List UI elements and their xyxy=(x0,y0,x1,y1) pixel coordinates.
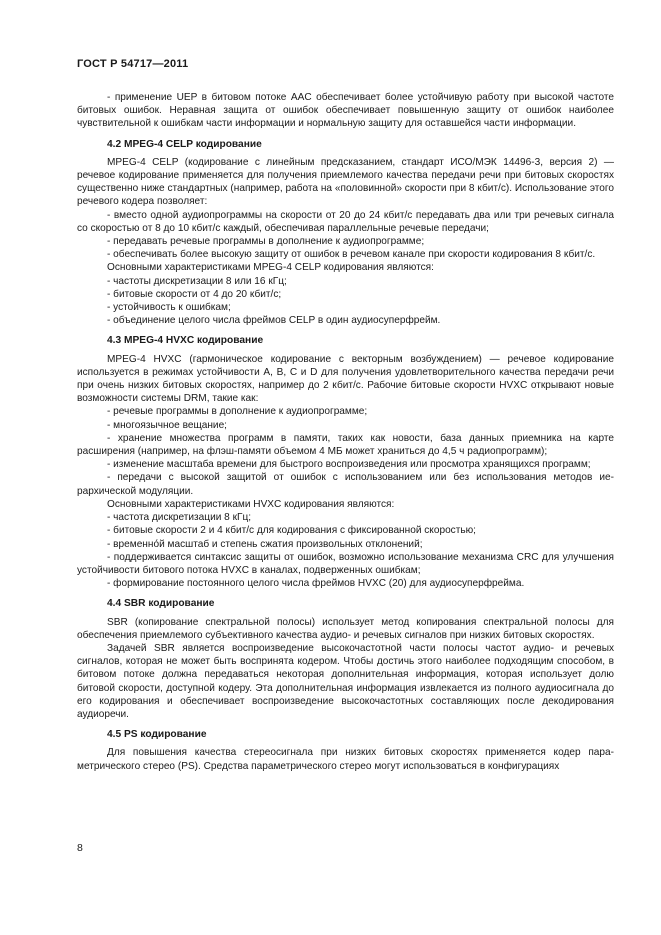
section-4-3-heading: 4.3 MPEG-4 HVXC кодирование xyxy=(107,335,264,347)
s43-characteristic: - поддерживается синтаксис защиты от ошибок, возможно использование механизма CRC для улучшения устойчивости битового потока HVXC в каналах, подверженных ошибкам; xyxy=(77,551,614,576)
s43-paragraph: Основными характеристиками HVXC кодирования являются: xyxy=(107,498,395,510)
s43-characteristic: - временно́й масштаб и степень сжатия произвольных отклонений; xyxy=(107,538,423,550)
s45-paragraph: Для повышения качества стереосигнала при низких битовых скоростях применяется кодер параметрического стерео (PS). Средства параметрического стерео могут использоваться в конфигурациях xyxy=(77,747,614,772)
page-number: 8 xyxy=(77,842,83,854)
s43-bullet: - хранение множества программ в памяти, таких как новости, база данных приемника на карте расширения (например, на флэш-памяти объемом 4 МБ может храниться до 4,5 ч радиопрограмм); xyxy=(77,432,614,458)
document-body xyxy=(77,91,614,773)
s42-paragraph: MPEG-4 CELP (кодирование с линейным предсказанием, стандарт ИСО/МЭК 14496-3, версия 2) — речевое кодирование применяется для получения приемлемого качества передачи речи при битовых скоростях существенно ниже стандартных (например, работа на «половинной» скорости при 8 кбит/с). Использование этого речевого кодера позволяет: xyxy=(77,156,614,208)
s43-paragraph: MPEG-4 HVXC (гармоническое кодирование с векторным возбуждением) — речевое кодирование используется в режимах устойчивости A, B, C и D для получения удовлетворительного качества передачи речи при очень низких битовых скоростях, например до 2 кбит/с. Рабочие битовые скорости HVXC открывают новые возможности системы DRM, такие как: xyxy=(77,353,614,405)
section-4-2-heading: 4.2 MPEG-4 CELP кодирование xyxy=(107,138,262,150)
s43-bullet: - речевые программы в дополнение к аудиопрограмме; xyxy=(107,406,368,418)
s43-characteristic: - частота дискретизации 8 кГц; xyxy=(107,512,252,524)
section-4-5-heading: 4.5 PS кодирование xyxy=(107,729,207,741)
s42-bullet: - передавать речевые программы в дополнение к аудиопрограмме; xyxy=(107,236,425,248)
s43-bullet: - изменение масштаба времени для быстрого воспроизведения или просмотра хранящихся программ; xyxy=(107,459,591,471)
s44-paragraph: SBR (копирование спектральной полосы) использует метод копирования спектральной полосы для обеспечения приемлемого субъективного качества аудио- и речевых сигналов при низких битовых скоростях. xyxy=(77,616,614,641)
s42-bullet: - обеспечивать более высокую защиту от ошибок в речевом канале при скорости кодирования 8 кбит/с. xyxy=(107,249,596,261)
s44-paragraph: Задачей SBR является воспроизведение высокочастотной части полосы частот аудио- и речевых сигналов, которая не может быть воспринята кодером. Чтобы достичь этого наиболее подходящим способом, в битовом потоке должна передаваться некоторая дополнительная информация, которая использует долю битовой скорости, доступной кодеру. Эта дополнительная информация извлекается из полного аудиосигнала до его кодирования и обеспечивает воспроизведение высокочастотных составляющих после декодирования аудиоречи. xyxy=(77,642,614,720)
s43-bullet: - передачи с высокой защитой от ошибок с использованием или без использования методов иерархической модуляции. xyxy=(77,472,614,497)
s42-characteristic: - частоты дискретизации 8 или 16 кГц; xyxy=(107,275,287,287)
s42-characteristic: - устойчивость к ошибкам; xyxy=(107,302,231,314)
section-4-4-heading: 4.4 SBR кодирование xyxy=(107,598,215,610)
s43-characteristic: - битовые скорости 2 и 4 кбит/с для кодирования с фиксированной скоростью; xyxy=(107,525,476,537)
standard-header: ГОСТ Р 54717—2011 xyxy=(77,58,189,70)
s43-characteristic: - формирование постоянного целого числа фреймов HVXC (20) для аудиосуперфрейма. xyxy=(107,578,525,590)
s42-characteristic: - битовые скорости от 4 до 20 кбит/с; xyxy=(107,288,282,300)
s42-paragraph: Основными характеристиками MPEG-4 CELP кодирования являются: xyxy=(107,262,434,274)
s42-bullet: - вместо одной аудиопрограммы на скорости от 20 до 24 кбит/с передавать два или три речевых сигнала со скоростью от 8 до 10 кбит/с каждый, обеспечивая параллельные речевые передачи; xyxy=(77,209,614,234)
intro-paragraph: - применение UEP в битовом потоке AAC обеспечивает более устойчивую работу при высокой частоте битовых ошибок. Неравная защита от ошибок обеспечивает повышенную защиту от ошибок наиболее чувствительной к ошибкам части информации и нормальную защиту для оставшейся части информации. xyxy=(77,92,614,130)
s42-characteristic: - объединение целого числа фреймов CELP в один аудиосуперфрейм. xyxy=(107,315,441,327)
s43-bullet: - многоязычное вещание; xyxy=(107,419,227,431)
